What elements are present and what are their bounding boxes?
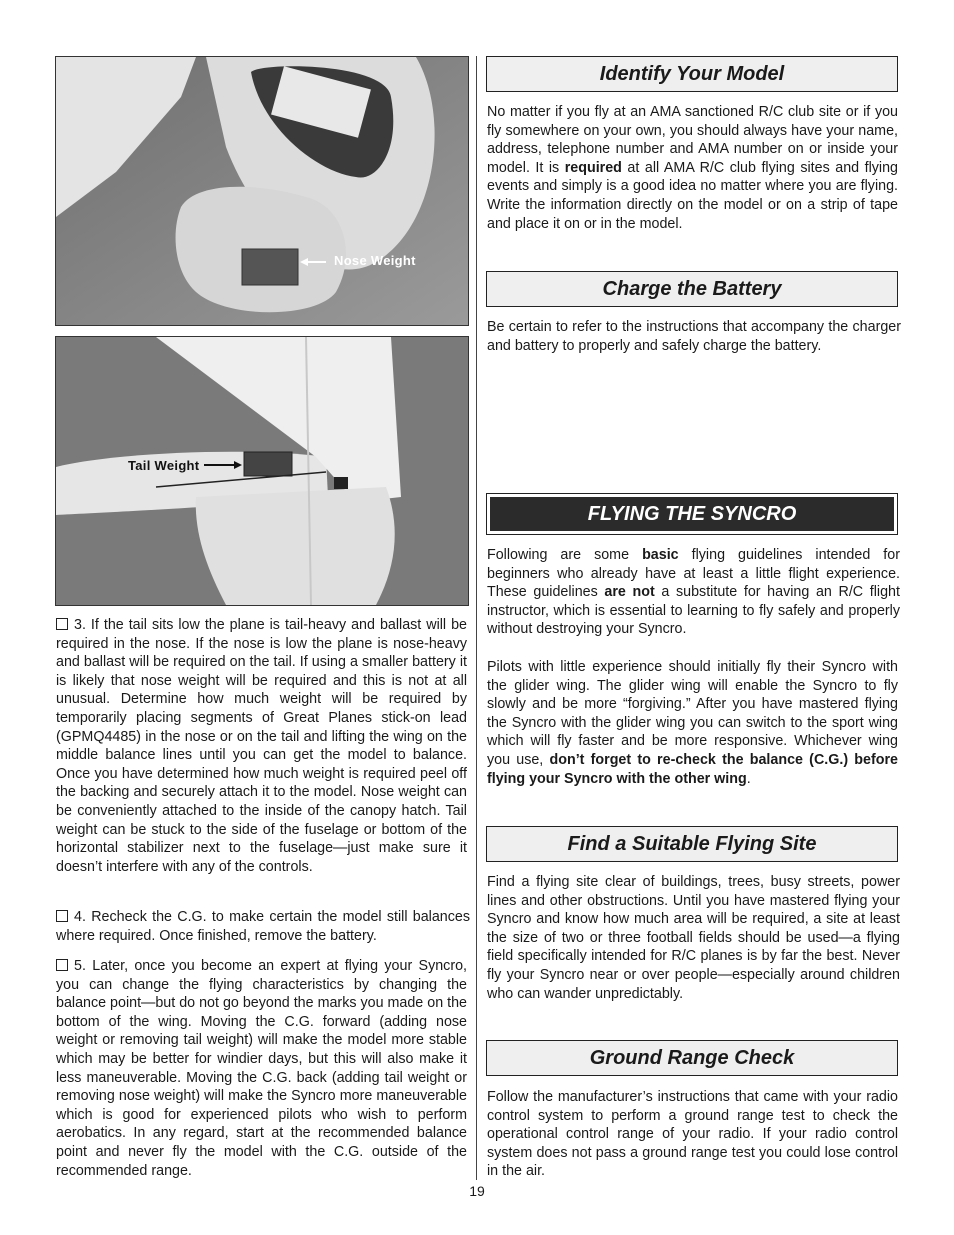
step-4-text: Recheck the C.G. to make certain the model still balances where required. Once finished, remove the battery. — [56, 909, 470, 944]
nose-weight-photo — [55, 56, 469, 326]
flying-heading-box — [486, 493, 898, 535]
nose-weight-callout: Nose Weight — [334, 253, 416, 268]
flying-text-2: Pilots with little experience should initially fly their Syncro with the glider wing. The glider wing will enable the Syncro to fly slowly and be more “forgiving.” After you have mastered flying the Syncro with the glider wing you can switch to the sport wing which will fly faster and be more responsive. Whichever wing you use, don’t forget to re-check the balance (C.G.) before flying your Syncro with the other wing. — [487, 659, 898, 787]
column-divider — [476, 56, 477, 1180]
site-heading-box — [486, 826, 898, 862]
range-heading: Ground Range Check — [589, 1046, 795, 1069]
page-number: 19 — [469, 1183, 485, 1199]
tail-weight-callout: Tail Weight — [128, 458, 200, 473]
flying-text-1: Following are some basic flying guidelines intended for beginners who already have at least a little flight experience. These guidelines are not a substitute for having an R/C flight instructor, which is essential to learning to fly safely and properly without destroying your Syncro. — [487, 547, 900, 638]
identify-text: No matter if you fly at an AMA sanctioned R/C club site or if you fly somewhere on your own, you should always have your name, address, telephone number and AMA number on or inside your model. It is required at all AMA R/C club flying sites and flying events and simply is a good idea no matter where you are flying. Write the information directly on the model or on a strip of tape and place it on or in the model. — [487, 104, 898, 232]
checkbox-step-5[interactable] — [56, 959, 68, 971]
checkbox-step-4[interactable] — [56, 910, 68, 922]
step-4: 4. Recheck the C.G. to make certain the model still balances where required. Once finished, remove the battery. — [56, 909, 470, 944]
step-3: 3. If the tail sits low the plane is tail-heavy and ballast will be required in the nose. If the nose is low the plane is nose-heavy and ballast will be required on the tail. If using a smaller battery it is likely that nose weight will be required and this is not at all unusual. Determine how much weight will be required by temporarily placing segments of Great Planes stick-on lead (GPMQ4485) in the nose or on the tail and lifting the wing on the middle balance lines until you can get the model to balance. Once you have determined how much weight is required peel off the backing and securely attach it to the model. Nose weight can be conveniently attached to the inside of the canopy hatch. Tail weight can be stuck to the side of the fuselage or bottom of the horizontal stabilizer next to the fuselage—just make sure it doesn’t interfere with any of the controls. — [56, 617, 467, 875]
site-heading: Find a Suitable Flying Site — [567, 832, 817, 855]
identify-heading: Identify Your Model — [599, 62, 785, 85]
charge-text: Be certain to refer to the instructions that accompany the charger and battery to properly and safely charge the battery. — [487, 319, 901, 354]
tail-weight-photo — [55, 336, 469, 606]
site-text: Find a flying site clear of buildings, trees, busy streets, power lines and other obstructions. Until you have mastered flying your Syncro and know how much area will be required, a site at least the size of two or three football fields should be used—a flying field specifically intended for R/C planes is by far the best. Never fly your Syncro near or over people—especially around children who can wander unpredictably. — [487, 874, 900, 1002]
charge-heading-box — [486, 271, 898, 307]
step-5: 5. Later, once you become an expert at flying your Syncro, you can change the flying characteristics by changing the balance point—but do not go beyond the marks you made on the bottom of the wing. Moving the C.G. forward (adding nose weight or removing tail weight) will make the model more stable which may be better for windier days, but this will also make it less maneuverable. Moving the C.G. back (adding tail weight or removing nose weight) will make the Syncro more maneuverable which is good for experienced pilots who wish to perform aerobatics. In any regard, start at the recommended balance point and never fly the model with the C.G. outside of the recommended range. — [56, 958, 467, 1179]
identify-heading-box — [486, 56, 898, 92]
step-3-text: If the tail sits low the plane is tail-heavy and ballast will be required in the nose. If the nose is low the plane is nose-heavy and ballast will be required on the tail. If using a smaller battery it is likely that nose weight will be required and this is not at all unusual. Determine how much weight will be required by temporarily placing segments of Great Planes stick-on lead (GPMQ4485) in the nose or on the tail and lifting the wing on the middle balance lines until you can get the model to balance. Once you have determined how much weight is required peel off the backing and securely attach it to the model. Nose weight can be conveniently attached to the inside of the canopy hatch. Tail weight can be stuck to the side of the fuselage or bottom of the horizontal stabilizer next to the fuselage—just make sure it doesn’t interfere with any of the controls. — [56, 617, 467, 875]
charge-heading: Charge the Battery — [602, 277, 782, 300]
range-text: Follow the manufacturer’s instructions that came with your radio control system to perform a ground range test to check the operational control range of your radio. If your radio control system does not pass a ground range test you could lose control in the air. — [487, 1089, 898, 1180]
range-heading-box — [486, 1040, 898, 1076]
flying-heading: FLYING THE SYNCRO — [587, 502, 797, 525]
checkbox-step-3[interactable] — [56, 618, 68, 630]
step-5-text: Later, once you become an expert at flying your Syncro, you can change the flying characteristics by changing the balance point—but do not go beyond the marks you made on the bottom of the wing. Moving the C.G. forward (adding nose weight or removing tail weight) will make the model more stable which may be better for windier days, but this will also make it less maneuverable. Moving the C.G. back (adding tail weight or removing nose weight) will make the Syncro more maneuverable which is good for experienced pilots who wish to perform aerobatics. In any regard, start at the recommended balance point and never fly the model with the C.G. outside of the recommended range. — [56, 958, 467, 1179]
